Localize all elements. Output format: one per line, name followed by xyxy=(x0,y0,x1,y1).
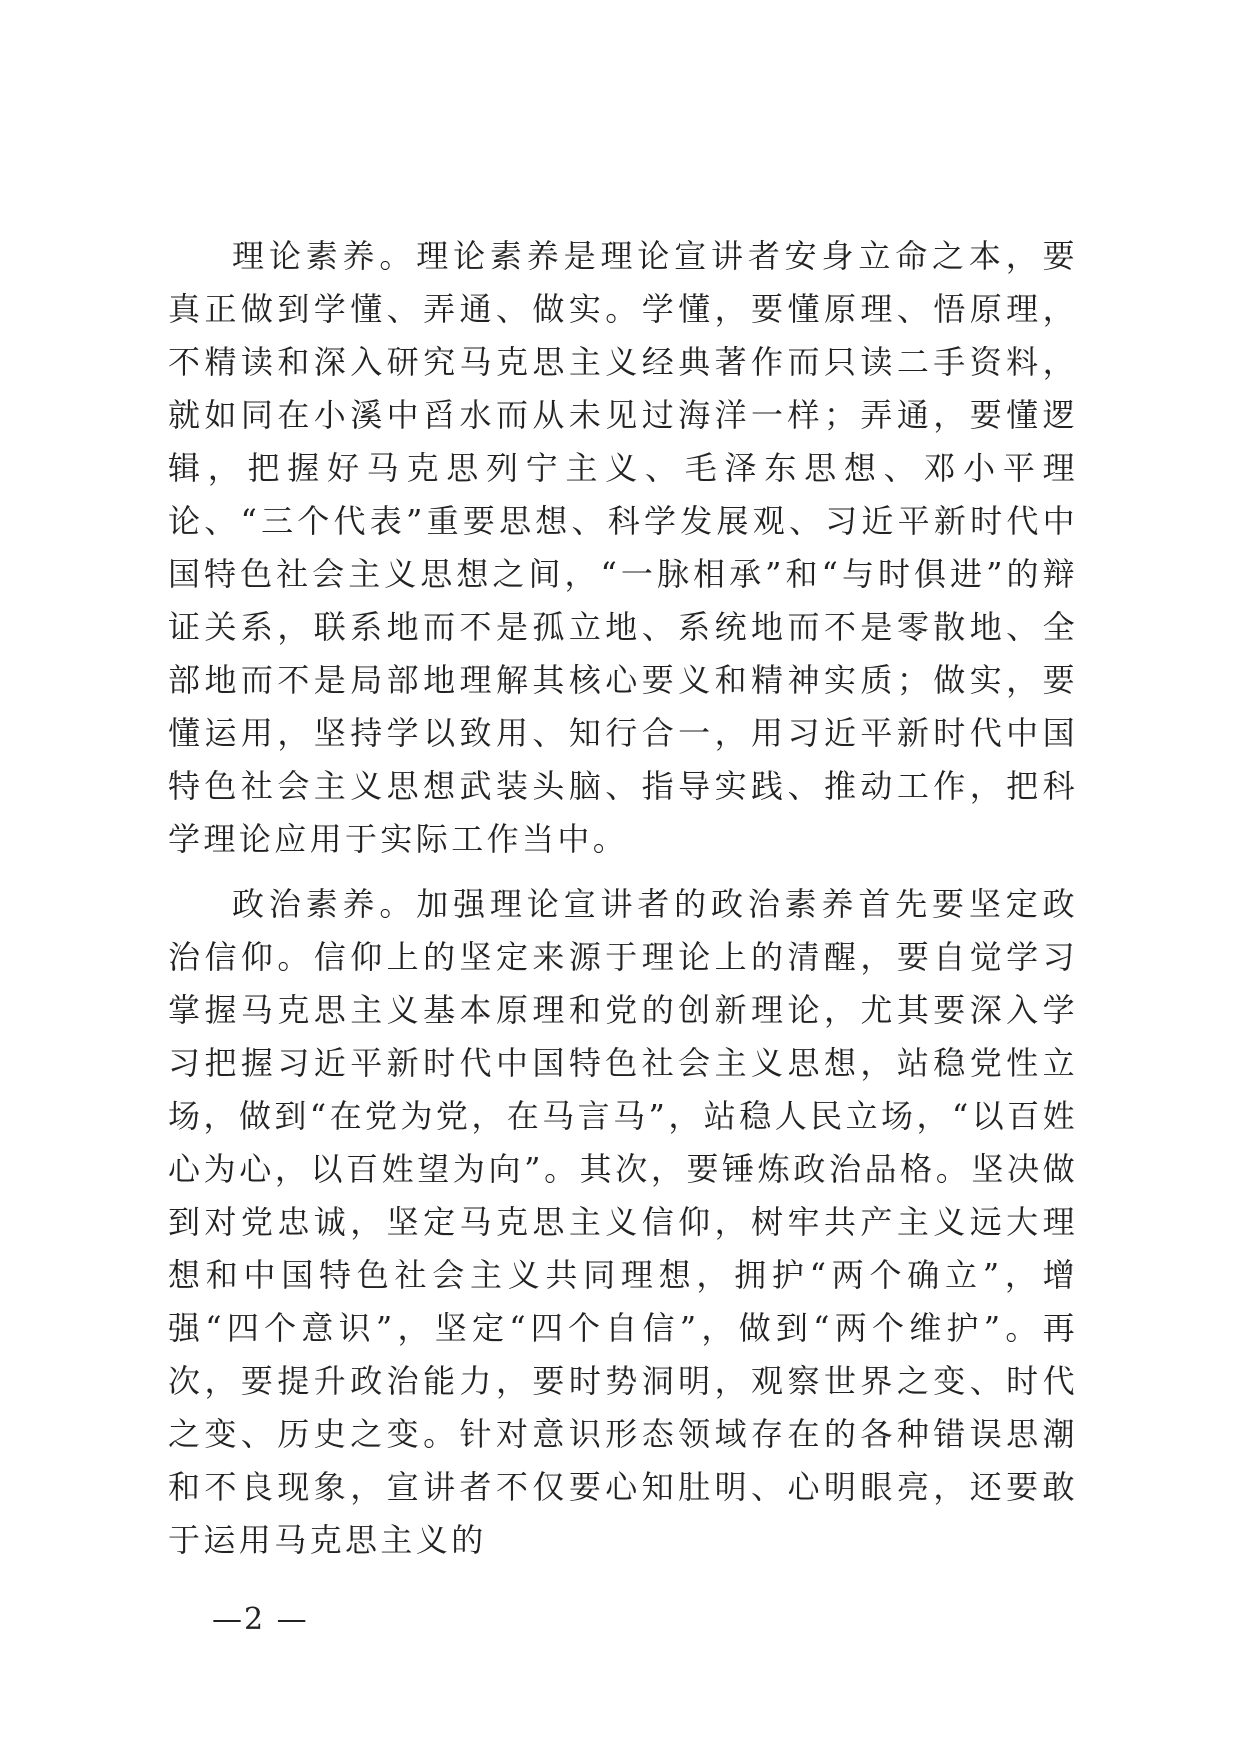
page-number: —2 — xyxy=(212,1602,309,1637)
paragraph-political-literacy: 政治素养。加强理论宣讲者的政治素养首先要坚定政治信仰。信仰上的坚定来源于理论上的清醒，要自觉学习掌握马克思主义基本原理和党的创新理论，尤其要深入学习把握习近平新时代中国特色社会主义思想，站稳党性立场，做到“在党为党，在马言马”，站稳人民立场，“以百姓心为心，以百姓望为向”。其次，要锤炼政治品格。坚决做到对党忠诚，坚定马克思主义信仰，树牢共产主义远大理想和中国特色社会主义共同理想，拥护“两个确立”，增强“四个意识”，坚定“四个自信”，做到“两个维护”。再次，要提升政治能力，要时势洞明，观察世界之变、时代之变、历史之变。针对意识形态领域存在的各种错误思潮和不良现象，宣讲者不仅要心知肚明、心明眼亮，还要敢于运用马克思主义的 xyxy=(168,885,1078,1559)
paragraph-theory-literacy: 理论素养。理论素养是理论宣讲者安身立命之本，要真正做到学懂、弄通、做实。学懂，要懂原理、悟原理，不精读和深入研究马克思主义经典著作而只读二手资料，就如同在小溪中舀水而从未见过海洋一样；弄通，要懂逻辑，把握好马克思列宁主义、毛泽东思想、邓小平理论、“三个代表”重要思想、科学发展观、习近平新时代中国特色社会主义思想之间，“一脉相承”和“与时俱进”的辩证关系，联系地而不是孤立地、系统地而不是零散地、全部地而不是局部地理解其核心要义和精神实质；做实，要懂运用，坚持学以致用、知行合一，用习近平新时代中国特色社会主义思想武装头脑、指导实践、推动工作，把科学理论应用于实际工作当中。 xyxy=(168,237,1078,858)
body-text xyxy=(168,230,1078,1567)
